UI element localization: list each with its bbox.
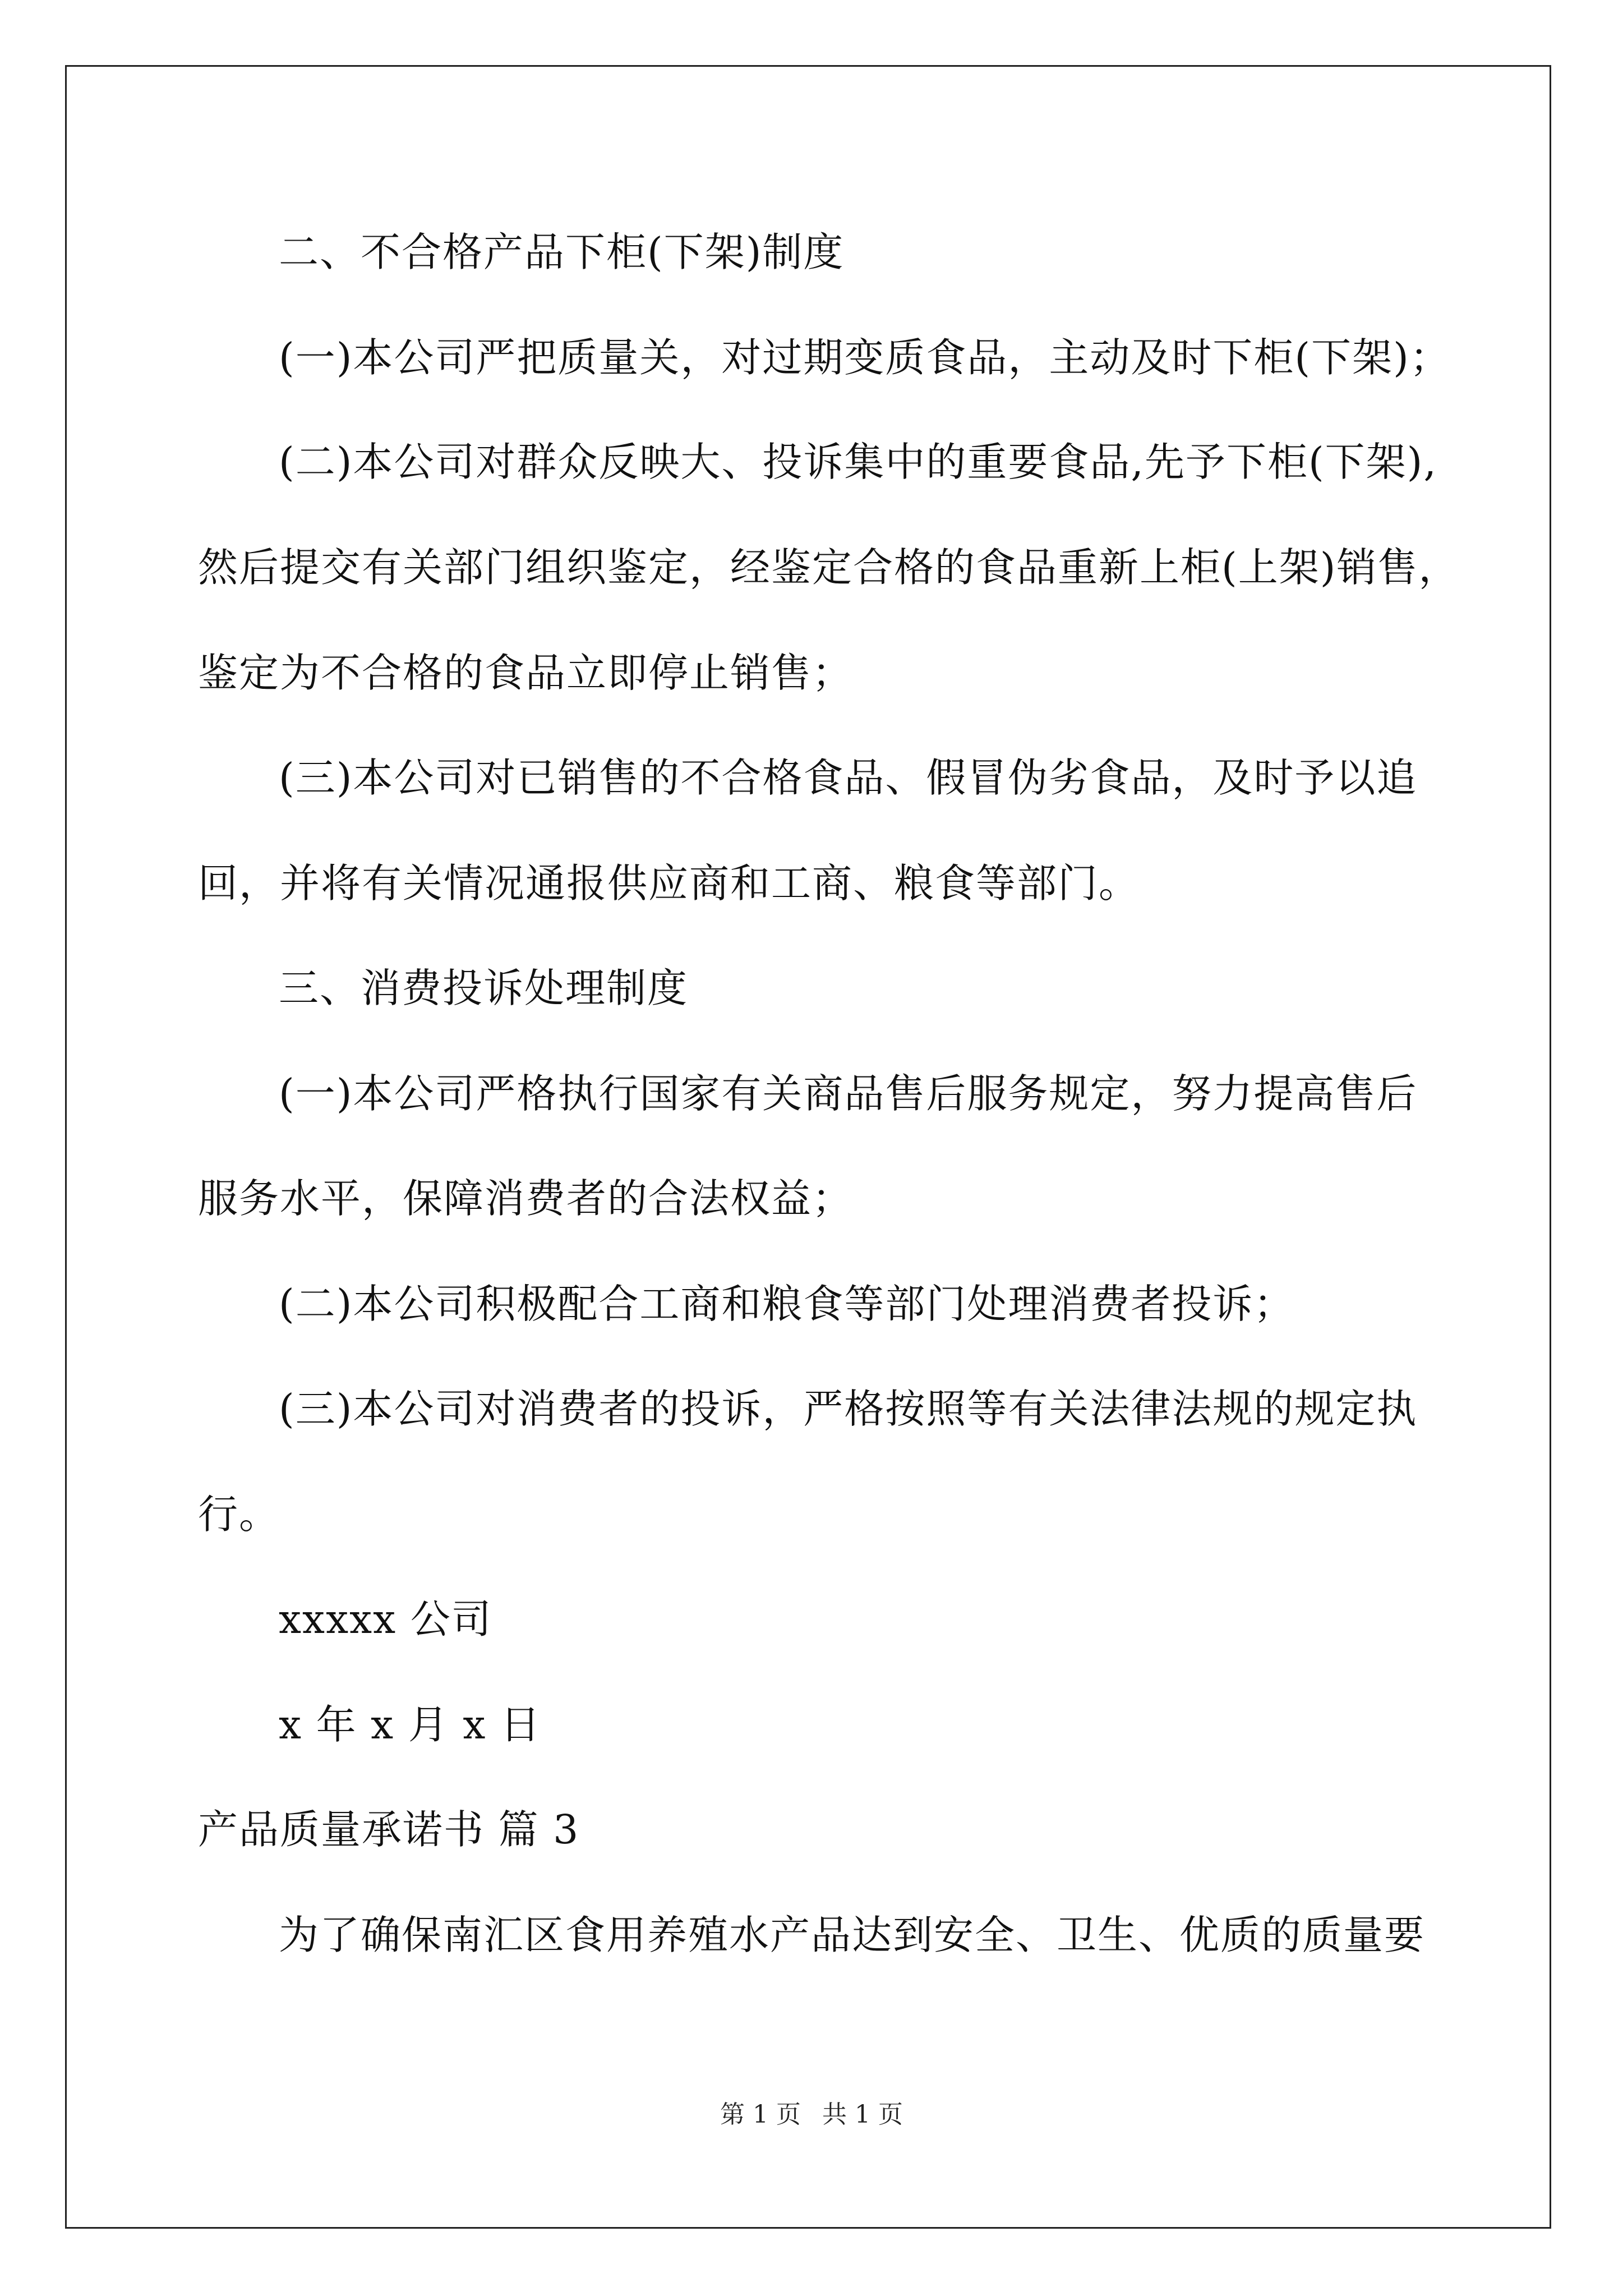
page-border <box>65 65 1551 2229</box>
section-heading: 二、不合格产品下柜(下架)制度 <box>279 229 845 275</box>
company-signature: xxxxx 公司 <box>279 1596 492 1642</box>
section-heading: 三、消费投诉处理制度 <box>279 965 689 1011</box>
page-number: 第 1 页 <box>720 2100 801 2129</box>
paragraph-line: (二)本公司积极配合工商和粮食等部门处理消费者投诉； <box>279 1281 1295 1327</box>
paragraph-line: (二)本公司对群众反映大、投诉集中的重要食品,先予下柜(下架), <box>279 439 1437 485</box>
page-footer <box>0 2098 1623 2132</box>
paragraph-line: (三)本公司对消费者的投诉，严格按照等有关法律法规的规定执 <box>279 1386 1418 1432</box>
paragraph-line: 服务水平，保障消费者的合法权益； <box>198 1175 854 1222</box>
signature-date: x 年 x 月 x 日 <box>279 1701 541 1748</box>
document-title: 产品质量承诺书 篇 3 <box>198 1806 580 1853</box>
paragraph-line: 行。 <box>198 1491 280 1538</box>
paragraph-line: 然后提交有关部门组织鉴定，经鉴定合格的食品重新上柜(上架)销售， <box>198 544 1460 591</box>
page-total: 共 1 页 <box>822 2100 903 2129</box>
paragraph-line: 回，并将有关情况通报供应商和工商、粮食等部门。 <box>198 860 1140 907</box>
paragraph-line: (三)本公司对已销售的不合格食品、假冒伪劣食品，及时予以追 <box>279 754 1418 801</box>
paragraph-line: 鉴定为不合格的食品立即停止销售； <box>198 650 854 696</box>
paragraph-line: (一)本公司严把质量关，对过期变质食品，主动及时下柜(下架)； <box>279 334 1451 381</box>
paragraph-line: 为了确保南汇区食用养殖水产品达到安全、卫生、优质的质量要 <box>279 1912 1426 1958</box>
paragraph-line: (一)本公司严格执行国家有关商品售后服务规定，努力提高售后 <box>279 1070 1418 1117</box>
